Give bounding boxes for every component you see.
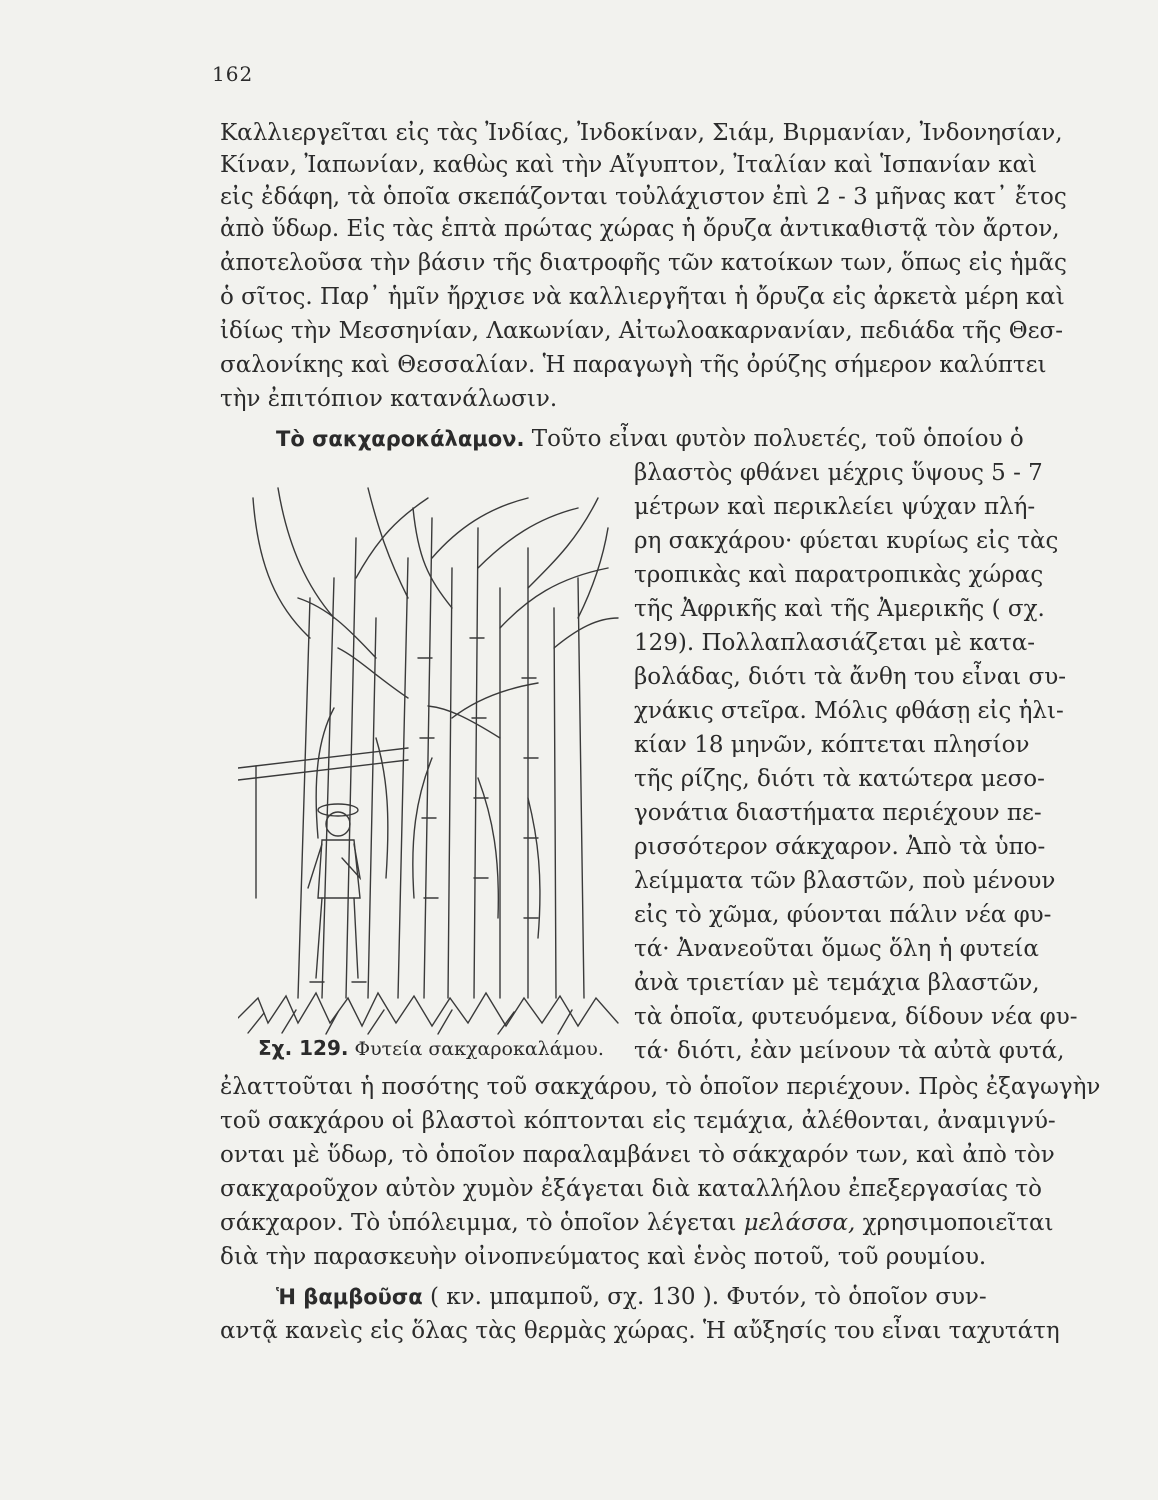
- text-line: τοῦ σακχάρου οἱ βλαστοὶ κόπτονται εἰς τεμάχια, ἀλέθονται, ἀναμιγνύ-: [220, 1108, 1056, 1134]
- sugarcane-heading-line: [276, 424, 1024, 454]
- figure-caption-text: Φυτεία σακχαροκαλάμου.: [354, 1038, 604, 1060]
- text-line: ονται μὲ ὕδωρ, τὸ ὁποῖον παραλαμβάνει τὸ σάκχαρόν των, καὶ ἀπὸ τὸν: [220, 1142, 1055, 1168]
- column-line: 129). Πολλαπλασιάζεται μὲ κατα-: [634, 630, 1036, 656]
- text-line: εἰς ἐδάφη, τὰ ὁποῖα σκεπάζονται τοὐλάχιστον ἐπὶ 2 - 3 μῆνας κατ᾽ ἔτος: [220, 184, 1067, 210]
- figure-caption-label: Σχ. 129.: [258, 1036, 349, 1060]
- column-line: λείμματα τῶν βλαστῶν, ποὺ μένουν: [634, 868, 1056, 894]
- sugarcane-first-line: Τοῦτο εἶναι φυτὸν πολυετές, τοῦ ὁποίου ὁ: [531, 426, 1024, 452]
- column-line: τὰ ὁποῖα, φυτευόμενα, δίδουν νέα φυ-: [634, 1004, 1078, 1030]
- bamboo-heading: Ἡ βαμβοῦσα: [276, 1285, 423, 1309]
- text-line: ἀπὸ ὕδωρ. Εἰς τὰς ἑπτὰ πρώτας χώρας ἡ ὄρυζα ἀντικαθιστᾷ τὸν ἄρτον,: [220, 216, 1060, 242]
- column-line: βολάδας, διότι τὰ ἄνθη του εἶναι συ-: [634, 664, 1067, 690]
- column-line: τροπικὰς καὶ παρατροπικὰς χώρας: [634, 562, 1044, 588]
- column-line: τά· Ἀνανεοῦται ὅμως ὅλη ἡ φυτεία: [634, 936, 1039, 962]
- text-span: σάκχαρον. Τὸ ὑπόλειμμα, τὸ ὁποῖον λέγεται: [220, 1210, 737, 1236]
- text-line: Καλλιεργεῖται εἰς τὰς Ἰνδίας, Ἰνδοκίναν, Σιάμ, Βιρμανίαν, Ἰνδονησίαν,: [220, 120, 1063, 146]
- text-line: [220, 1208, 1054, 1238]
- column-line: τῆς Ἀφρικῆς καὶ τῆς Ἀμερικῆς ( σχ.: [634, 596, 1045, 622]
- text-span: χρησιμοποιεῖται: [862, 1210, 1054, 1236]
- text-line: ὁ σῖτος. Παρ᾽ ἡμῖν ἤρχισε νὰ καλλιεργῆται ἡ ὄρυζα εἰς ἀρκετὰ μέρη καὶ: [220, 284, 1065, 310]
- text-line: ἐλαττοῦται ἡ ποσότης τοῦ σακχάρου, τὸ ὁποῖον περιέχουν. Πρὸς ἐξαγωγὴν: [220, 1074, 1101, 1100]
- column-line: βλαστὸς φθάνει μέχρις ὕψους 5 - 7: [634, 460, 1043, 486]
- column-line: χνάκις στεῖρα. Μόλις φθάσῃ εἰς ἡλι-: [634, 698, 1064, 724]
- sugarcane-plantation-illustration: [238, 478, 622, 1038]
- text-line: σαλονίκης καὶ Θεσσαλίαν. Ἡ παραγωγὴ τῆς ὀρύζης σήμερον καλύπτει: [220, 352, 1047, 378]
- column-line: τά· διότι, ἐὰν μείνουν τὰ αὐτὰ φυτά,: [634, 1038, 1065, 1064]
- column-line: ρη σακχάρου· φύεται κυρίως εἰς τὰς: [634, 528, 1059, 554]
- bamboo-heading-line: [276, 1282, 987, 1312]
- page-number: 162: [212, 62, 254, 86]
- text-line: τὴν ἐπιτόπιον κατανάλωσιν.: [220, 386, 558, 412]
- figure-caption: [258, 1036, 604, 1060]
- text-line: ἀποτελοῦσα τὴν βάσιν τῆς διατροφῆς τῶν κατοίκων των, ὅπως εἰς ἡμᾶς: [220, 250, 1067, 276]
- text-line: ἰδίως τὴν Μεσσηνίαν, Λακωνίαν, Αἰτωλοακαρνανίαν, πεδιάδα τῆς Θεσ-: [220, 318, 1064, 344]
- sugarcane-drawing: [238, 478, 622, 1038]
- column-line: γονάτια διαστήματα περιέχουν πε-: [634, 800, 1042, 826]
- text-line: διὰ τὴν παρασκευὴν οἰνοπνεύματος καὶ ἑνὸς ποτοῦ, τοῦ ρουμίου.: [220, 1244, 987, 1270]
- bamboo-first-line: ( κν. μπαμποῦ, σχ. 130 ). Φυτόν, τὸ ὁποῖον συν-: [429, 1284, 987, 1310]
- column-line: τῆς ρίζης, διότι τὰ κατώτερα μεσο-: [634, 766, 1045, 792]
- column-line: κίαν 18 μηνῶν, κόπτεται πλησίον: [634, 732, 1030, 758]
- melassa-term: μελάσσα,: [743, 1210, 856, 1236]
- column-line: μέτρων καὶ περικλείει ψύχαν πλή-: [634, 494, 1036, 520]
- text-line: Κίναν, Ἰαπωνίαν, καθὼς καὶ τὴν Αἴγυπτον, Ἰταλίαν καὶ Ἱσπανίαν καὶ: [220, 152, 1037, 178]
- column-line: ρισσότερον σάκχαρον. Ἀπὸ τὰ ὑπο-: [634, 834, 1046, 860]
- column-line: εἰς τὸ χῶμα, φύονται πάλιν νέα φυ-: [634, 902, 1052, 928]
- sugarcane-heading: Τὸ σακχαροκάλαμον.: [276, 427, 525, 451]
- text-line: αντᾷ κανεὶς εἰς ὅλας τὰς θερμὰς χώρας. Ἡ αὔξησίς του εἶναι ταχυτάτη: [220, 1318, 1060, 1344]
- column-line: ἀνὰ τριετίαν μὲ τεμάχια βλαστῶν,: [634, 970, 1040, 996]
- text-line: σακχαροῦχον αὐτὸν χυμὸν ἐξάγεται διὰ καταλλήλου ἐπεξεργασίας τὸ: [220, 1176, 1042, 1202]
